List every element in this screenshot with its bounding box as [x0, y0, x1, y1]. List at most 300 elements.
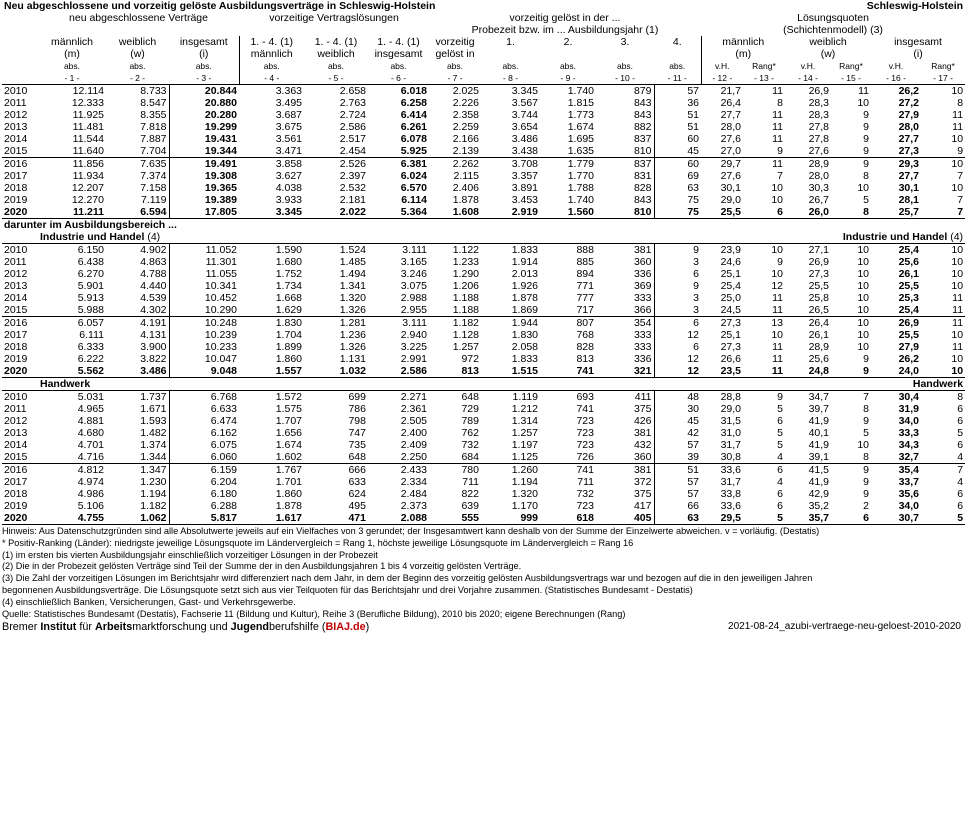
table-cell: 4.680 [77, 427, 104, 439]
table-cell: 41,9 [808, 415, 829, 427]
table-cell: 1.590 [239, 244, 304, 257]
row-year: 2018 [4, 182, 28, 194]
table-cell: 7.887 [140, 133, 167, 145]
table-cell: 39,1 [808, 451, 829, 463]
table-cell: 10 [857, 256, 869, 268]
table-cell: 810 [633, 145, 652, 157]
table-row [2, 121, 965, 133]
table-cell: 4.716 [77, 451, 104, 463]
unit-label: abs. [390, 61, 407, 71]
table-cell: 10 [857, 329, 869, 341]
table-cell: 3.627 [275, 170, 302, 182]
table-cell: 426 [633, 415, 652, 427]
table-cell: 10 [857, 304, 869, 316]
col-header: 1. [506, 36, 515, 48]
table-cell: 618 [540, 512, 596, 525]
table-cell: 6.768 [169, 391, 239, 404]
table-cell: 4.986 [77, 488, 104, 500]
footnote-line: (2) Die in der Probezeit gelösten Verträge sind Teil der Summe der in den Ausbildungsjahren 1 bis 4 vorzeitig gelösten Verträge. [2, 561, 522, 572]
footnotes [2, 526, 965, 620]
row-year: 2010 [2, 391, 38, 404]
table-cell: 48 [654, 391, 701, 404]
table-cell: 4.881 [77, 415, 104, 427]
table-cell: 11 [952, 341, 964, 353]
table-cell: 25,5 [898, 329, 919, 341]
table-cell: 41,9 [808, 476, 829, 488]
table-cell: 432 [633, 439, 652, 451]
column-index: - 17 - [933, 73, 953, 83]
table-row [2, 365, 965, 378]
table-cell: 843 [633, 97, 652, 109]
table-cell: 1.575 [275, 403, 302, 415]
table-cell: 747 [348, 427, 366, 439]
table-cell: 3.708 [481, 158, 540, 171]
table-cell: 1.779 [540, 158, 596, 171]
table-cell: 813 [576, 353, 594, 365]
table-cell: 11 [831, 85, 871, 98]
col-header: (w) [130, 48, 145, 60]
table-cell: 10 [857, 268, 869, 280]
row-year: 2011 [4, 97, 27, 109]
table-cell: 2.181 [339, 194, 366, 206]
table-cell: 711 [577, 476, 594, 488]
table-row [2, 170, 965, 182]
table-cell: 63 [654, 182, 701, 194]
table-cell: 2.658 [304, 85, 368, 98]
table-cell: 1.602 [275, 451, 302, 463]
table-cell: 6 [957, 415, 964, 427]
group-header-new-contracts: neu abgeschlossene Verträge [69, 12, 208, 24]
table-cell: 7 [921, 206, 965, 219]
table-cell: 9 [863, 415, 869, 427]
table-cell: 3 [654, 304, 701, 317]
unit-label: abs. [129, 61, 146, 71]
table-cell: 6.204 [169, 476, 239, 488]
table-cell: 684 [461, 451, 479, 463]
table-cell: 693 [540, 391, 596, 404]
table-cell: 8 [777, 97, 783, 109]
table-cell: 1.260 [481, 464, 540, 477]
row-year: 2015 [4, 145, 28, 157]
table-cell: 1.122 [429, 244, 481, 257]
table-cell: 762 [461, 427, 479, 439]
table-cell: 41,5 [785, 464, 831, 477]
table-cell: 1.188 [452, 304, 479, 316]
table-cell: 19.431 [169, 133, 239, 145]
table-row [2, 464, 965, 477]
table-cell: 30,8 [720, 451, 741, 463]
table-cell: 35,2 [808, 500, 829, 512]
table-cell: 972 [461, 353, 479, 365]
table-cell: 2.532 [339, 182, 366, 194]
table-cell: 8 [921, 391, 965, 404]
table-cell: 1.734 [275, 280, 302, 292]
table-cell: 26,2 [871, 85, 921, 98]
table-cell: 30,3 [808, 182, 829, 194]
table-cell: 5.925 [400, 145, 427, 157]
table-cell: 5 [863, 194, 869, 206]
table-cell: 19.299 [169, 121, 239, 133]
section-industry-title-right: Industrie und Handel (4) [842, 231, 964, 243]
row-year: 2017 [4, 329, 28, 341]
table-cell: 726 [576, 451, 594, 463]
column-index: - 4 - [239, 72, 304, 85]
table-cell: 2.115 [453, 170, 479, 182]
table-cell: 2.259 [452, 121, 479, 133]
table-cell: 2.409 [400, 439, 427, 451]
table-cell: 40,1 [808, 427, 829, 439]
table-cell: 831 [633, 170, 652, 182]
table-row [2, 500, 965, 512]
table-cell: 639 [461, 500, 479, 512]
table-cell: 5 [743, 512, 785, 525]
table-cell: 837 [633, 133, 652, 145]
table-cell: 9 [777, 256, 783, 268]
table-cell: 25,4 [720, 280, 741, 292]
table-cell: 27,6 [720, 170, 741, 182]
table-cell: 780 [429, 464, 481, 477]
table-cell: 19.308 [169, 170, 239, 182]
table-cell: 10 [951, 353, 964, 365]
table-cell: 6 [777, 488, 783, 500]
table-cell: 6 [957, 403, 964, 415]
table-cell: 26,9 [785, 85, 831, 98]
table-cell: 57 [654, 476, 701, 488]
table-cell: 381 [596, 464, 654, 477]
table-cell: 11 [952, 292, 964, 304]
table-cell: 34,3 [898, 439, 919, 451]
table-cell: 1.656 [275, 427, 302, 439]
table-cell: 10 [743, 244, 785, 257]
table-row [2, 280, 965, 292]
table-cell: 3.345 [239, 206, 304, 219]
unit-label: abs. [559, 61, 577, 71]
table-cell: 2.358 [452, 109, 479, 121]
table-cell: 36 [654, 97, 701, 109]
table-cell: 3.561 [275, 133, 302, 145]
table-cell: 666 [304, 464, 368, 477]
table-cell: 3.744 [511, 109, 538, 121]
unit-label: abs. [195, 61, 212, 71]
col-header: 1. - 4. (1) [314, 36, 358, 48]
table-cell: 10 [857, 439, 869, 451]
table-cell: 777 [576, 292, 594, 304]
table-cell: 11.481 [72, 121, 104, 133]
table-cell: 6.633 [169, 403, 239, 415]
table-cell: 11.856 [38, 158, 106, 171]
table-cell: 3.654 [511, 121, 538, 133]
table-cell: 66 [654, 500, 701, 512]
table-cell: 7.635 [106, 158, 169, 171]
table-row [2, 145, 965, 158]
column-index: - 2 - [129, 73, 146, 83]
table-cell: 11 [743, 158, 785, 171]
table-cell: 1.281 [304, 317, 368, 330]
table-cell: 6.474 [169, 415, 239, 427]
table-cell: 12.333 [71, 97, 104, 109]
data-table [2, 0, 965, 525]
table-cell: 2.022 [304, 206, 368, 219]
table-cell: 1.914 [511, 256, 538, 268]
row-year: 2010 [2, 85, 38, 98]
table-cell: 5.988 [77, 304, 104, 316]
column-index: - 1 - [64, 73, 80, 83]
table-cell: 333 [633, 292, 652, 304]
table-cell: 75 [654, 194, 701, 206]
table-cell: 360 [633, 256, 652, 268]
table-cell: 11 [952, 121, 964, 133]
row-year: 2015 [4, 304, 28, 316]
table-cell: 7.704 [140, 145, 167, 157]
table-cell: 9.048 [169, 365, 239, 378]
table-cell: 3.111 [368, 317, 429, 330]
table-cell: 699 [304, 391, 368, 404]
table-cell: 768 [576, 329, 594, 341]
row-year: 2020 [2, 512, 38, 525]
table-cell: 26,4 [720, 97, 741, 109]
table-cell: 2.088 [368, 512, 429, 525]
table-cell: 28,1 [898, 194, 919, 206]
table-cell: 27,2 [898, 97, 919, 109]
table-cell: 1.197 [511, 439, 538, 451]
table-cell: 1.833 [481, 244, 540, 257]
col-header: gelöst in [435, 48, 475, 60]
table-cell: 25,5 [898, 280, 919, 292]
table-cell: 624 [348, 488, 366, 500]
table-cell: 11 [952, 304, 964, 316]
table-cell: 9 [863, 353, 869, 365]
table-cell: 5.364 [368, 206, 429, 219]
table-cell: 3.495 [275, 97, 302, 109]
table-cell: 60 [654, 158, 701, 171]
table-cell: 9 [957, 145, 964, 157]
table-cell: 10 [951, 182, 964, 194]
table-cell: 33,8 [720, 488, 741, 500]
footnote-line: begonnenen Ausbildungsverträge. Die Lösungsquote setzt sich aus vier Teilquoten für das Berichtsjahr und drei Vorjahre zusammen. (Statistisches Bundesamt - Destatis) [2, 584, 693, 595]
table-cell: 27,7 [898, 133, 919, 145]
section-crafts-body [2, 378, 965, 525]
table-cell: 12.207 [71, 182, 104, 194]
table-cell: 732 [576, 488, 594, 500]
table-cell: 6.057 [38, 317, 106, 330]
table-cell: 28,3 [808, 97, 829, 109]
row-year: 2017 [4, 170, 28, 182]
column-index: - 7 - [447, 73, 463, 83]
table-cell: 27,9 [898, 341, 919, 353]
table-cell: 3.858 [239, 158, 304, 171]
table-cell: 807 [540, 317, 596, 330]
table-cell: 13 [743, 317, 785, 330]
table-cell: 39 [654, 451, 701, 464]
table-cell: 1.767 [239, 464, 304, 477]
table-cell: 336 [633, 268, 652, 280]
table-cell: 6.261 [400, 121, 427, 133]
table-cell: 10 [857, 280, 869, 292]
table-cell: 843 [633, 194, 652, 206]
table-cell: 2.334 [400, 476, 427, 488]
table-cell: 5.901 [77, 280, 104, 292]
table-cell: 5.562 [38, 365, 106, 378]
table-cell: 9 [863, 476, 869, 488]
table-cell: 1.206 [452, 280, 479, 292]
table-cell: 17.805 [169, 206, 239, 219]
table-cell: 33,7 [898, 476, 919, 488]
table-cell: 11.211 [38, 206, 106, 219]
unit-label: Rang* [752, 61, 776, 71]
row-year: 2013 [4, 280, 28, 292]
table-cell: 26,9 [871, 317, 921, 330]
unit-label: v.H. [701, 60, 743, 72]
table-row [2, 403, 965, 415]
table-cell: 45 [654, 145, 701, 158]
table-cell: 723 [576, 427, 594, 439]
table-cell: 5.106 [77, 500, 104, 512]
table-cell: 9 [743, 391, 785, 404]
table-cell: 31,0 [720, 427, 741, 439]
table-cell: 4.539 [140, 292, 167, 304]
column-index: - 5 - [328, 73, 344, 83]
footnote-line: (1) im ersten bis vierten Ausbildungsjahr einschließlich vorzeitiger Lösungen in der Probezeit [2, 549, 378, 560]
table-cell: 1.608 [429, 206, 481, 219]
table-cell: 5 [957, 427, 964, 439]
table-cell: 1.062 [106, 512, 169, 525]
table-cell: 11 [921, 317, 965, 330]
table-cell: 31,9 [898, 403, 919, 415]
col-header: (i) [199, 48, 209, 60]
table-cell: 6.078 [400, 133, 427, 145]
table-cell: 12 [654, 353, 701, 365]
table-cell: 11 [743, 85, 785, 98]
col-header: 4. [672, 36, 682, 48]
table-cell: 10 [921, 365, 965, 378]
table-cell: 7 [831, 391, 871, 404]
table-cell: 27,1 [785, 244, 831, 257]
table-cell: 35,6 [898, 488, 919, 500]
table-cell: 5 [921, 512, 965, 525]
table-cell: 369 [633, 280, 652, 292]
table-cell: 12 [654, 329, 701, 341]
table-cell: 10 [921, 244, 965, 257]
table-cell: 1.833 [511, 353, 538, 365]
row-year: 2016 [2, 464, 38, 477]
table-cell: 27,8 [808, 121, 829, 133]
table-cell: 10.239 [169, 329, 239, 341]
table-cell: 10 [771, 182, 783, 194]
table-cell: 6 [654, 341, 701, 353]
table-row [2, 341, 965, 353]
table-cell: 2.271 [368, 391, 429, 404]
col-header: vorzeitig [435, 36, 475, 48]
table-row [2, 317, 965, 330]
row-year: 2010 [2, 244, 38, 257]
table-cell: 63 [654, 512, 701, 525]
column-index: - 10 - [615, 73, 635, 83]
table-cell: 31,7 [720, 476, 741, 488]
table-cell: 11 [772, 341, 783, 353]
table-row [2, 109, 965, 121]
table-cell: 1.182 [429, 317, 481, 330]
row-year: 2019 [4, 194, 28, 206]
unit-label: Rang* [839, 61, 863, 71]
table-cell: 11.640 [72, 145, 104, 157]
table-cell: 26,1 [898, 268, 919, 280]
publisher: Bremer Institut für Arbeitsmarktforschung und Jugendberufshilfe (BIAJ.de) [2, 621, 370, 634]
table-cell: 4.965 [77, 403, 104, 415]
table-cell: 1.629 [275, 304, 302, 316]
table-cell: 2.166 [452, 133, 479, 145]
table-cell: 27,7 [898, 170, 919, 182]
table-cell: 11.925 [72, 109, 104, 121]
table-cell: 3.687 [275, 109, 302, 121]
table-cell: 885 [576, 256, 594, 268]
unit-label: abs. [669, 61, 686, 71]
table-cell: 7 [957, 170, 964, 182]
table-row [2, 194, 965, 206]
table-cell: 1.032 [304, 365, 368, 378]
table-cell: 6.594 [106, 206, 169, 219]
table-cell: 375 [633, 403, 652, 415]
table-cell: 9 [654, 280, 701, 292]
table-cell: 1.326 [339, 304, 366, 316]
table-cell: 729 [461, 403, 479, 415]
row-year: 2016 [2, 158, 38, 171]
table-cell: 1.341 [339, 280, 366, 292]
table-cell: 372 [633, 476, 652, 488]
row-year: 2014 [4, 133, 28, 145]
col-header: 3. [620, 36, 630, 48]
table-cell: 4 [777, 451, 783, 463]
table-cell: 10 [951, 280, 964, 292]
table-cell: 810 [596, 206, 654, 219]
table-cell: 888 [540, 244, 596, 257]
table-cell: 11 [772, 133, 783, 145]
table-cell: 32,7 [898, 451, 919, 463]
table-cell: 3.345 [481, 85, 540, 98]
table-cell: 2.058 [511, 341, 538, 353]
table-cell: 2.013 [511, 268, 538, 280]
table-cell: 1.704 [275, 329, 302, 341]
footer [2, 621, 965, 635]
table-cell: 5 [777, 439, 783, 451]
table-cell: 1.740 [567, 194, 594, 206]
table-cell: 10 [831, 317, 871, 330]
table-cell: 837 [596, 158, 654, 171]
table-cell: 9 [831, 464, 871, 477]
table-cell: 27,9 [898, 109, 919, 121]
table-cell: 1.194 [140, 488, 167, 500]
file-name: 2021-08-24_azubi-vertraege-neu-geloest-2010-2020 [728, 621, 961, 633]
table-cell: 1.257 [511, 427, 538, 439]
table-cell: 25,5 [808, 280, 829, 292]
table-cell: 1.236 [339, 329, 366, 341]
unit-label: abs. [327, 61, 345, 71]
table-cell: 1.737 [106, 391, 169, 404]
table-cell: 1.374 [140, 439, 167, 451]
table-cell: 8.733 [106, 85, 169, 98]
table-cell: 3 [654, 256, 701, 268]
table-cell: 11 [772, 121, 783, 133]
table-cell: 6.570 [400, 182, 427, 194]
table-cell: 375 [633, 488, 652, 500]
table-cell: 999 [481, 512, 540, 525]
table-cell: 5.817 [169, 512, 239, 525]
column-index: - 15 - [841, 73, 861, 83]
table-cell: 3.567 [511, 97, 538, 109]
table-cell: 3.363 [239, 85, 304, 98]
table-cell: 1.593 [140, 415, 167, 427]
col-header: (i) [913, 48, 923, 60]
table-row [2, 244, 965, 257]
